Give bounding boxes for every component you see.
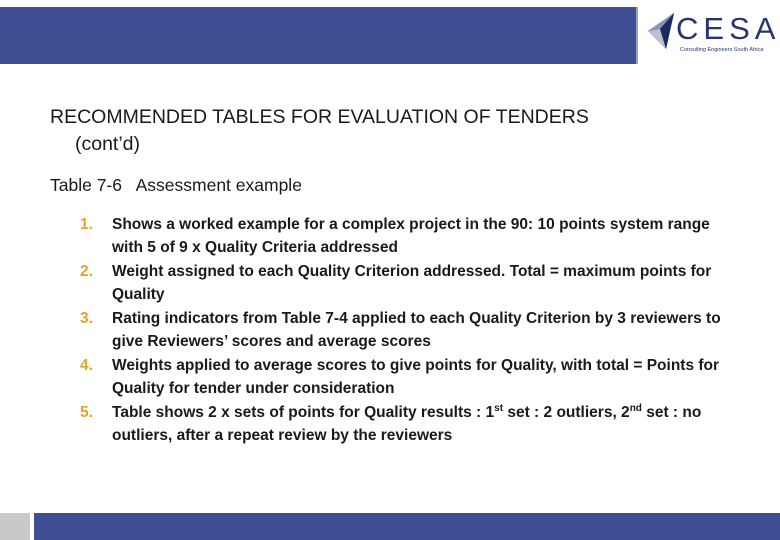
list-text [112,401,740,447]
slide-title [50,104,750,158]
list-item [80,213,740,259]
logo-tagline: Consulting Engineers South Africa [680,47,764,53]
list-number: 5. [80,404,93,421]
list-text-part: set : no outliers, after a repeat review by the reviewers [112,404,702,444]
cesa-logo [644,7,780,65]
points-list [80,213,740,448]
list-number: 3. [80,310,93,327]
logo-wordmark: CESA [676,11,780,46]
footer-bar [34,513,780,540]
list-item [80,307,740,353]
list-text: Weight assigned to each Quality Criterion addressed. Total = maximum points for Quality [112,263,712,303]
list-text-part: Table shows 2 x sets of points for Quality results : 1 [112,404,495,421]
header-bar-edge [636,7,638,64]
ordinal-suffix: st [494,402,504,414]
ordinal-suffix: nd [629,402,642,414]
list-number: 4. [80,357,93,374]
title-line-1: RECOMMENDED TABLES FOR EVALUATION OF TENDERS [50,106,589,128]
header-bar [0,7,636,64]
title-line-2: (cont’d) [75,133,141,155]
list-item [80,354,740,400]
list-item [80,401,740,447]
list-number: 2. [80,263,93,280]
list-text: Weights applied to average scores to give points for Quality, with total = Points for Quality for tender under consideration [112,357,720,397]
list-text-part: set : 2 outliers, 2 [503,404,630,421]
slide-subtitle: Table 7-6 Assessment example [50,175,302,195]
footer-block [0,513,30,540]
list-item [80,260,740,306]
list-number: 1. [80,216,93,233]
list-text: Rating indicators from Table 7-4 applied to each Quality Criterion by 3 reviewers to give Reviewers’ scores and average scores [112,310,721,350]
list-text: Shows a worked example for a complex project in the 90: 10 points system range with 5 of 9 x Quality Criteria addressed [112,216,710,256]
